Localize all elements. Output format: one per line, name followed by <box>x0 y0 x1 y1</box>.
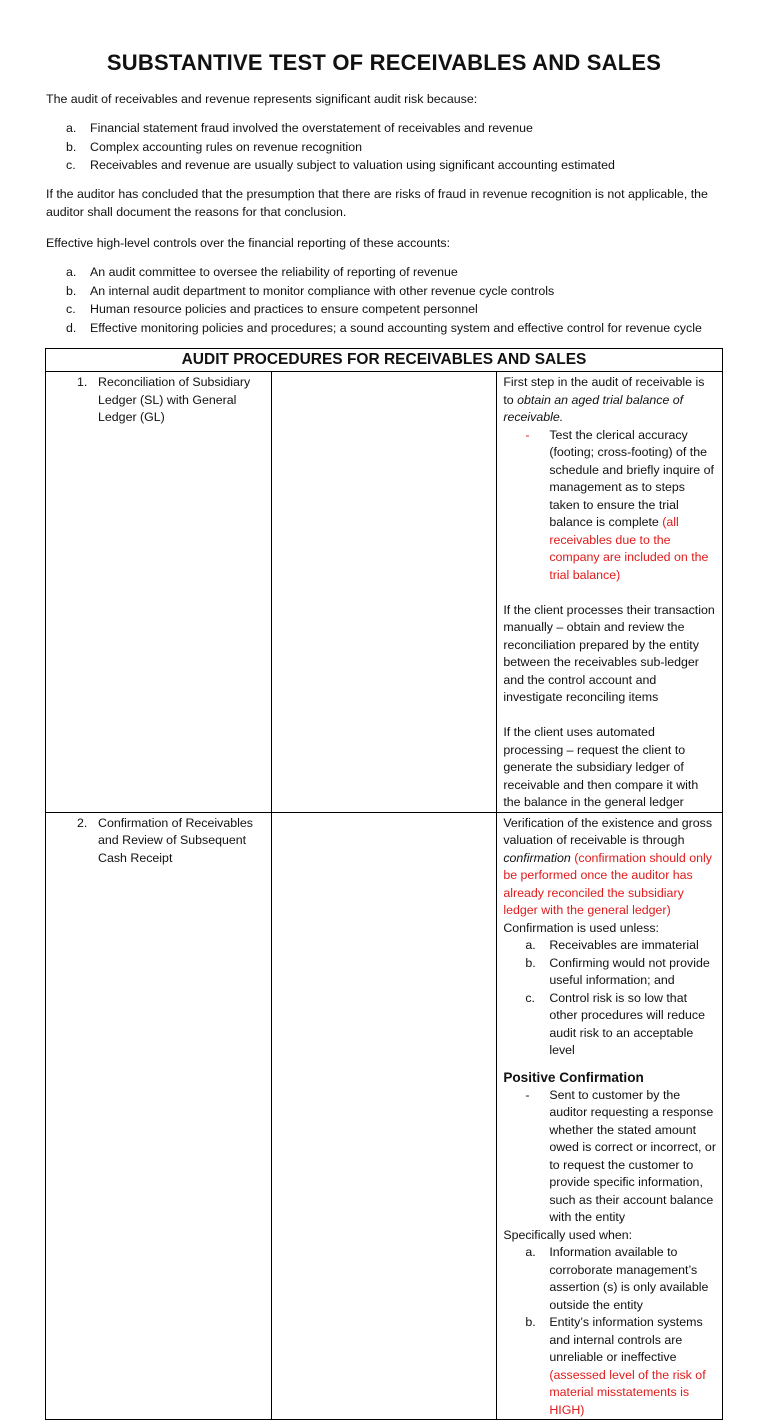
list-item: d. Effective monitoring policies and procedures; a sound accounting system and effective control for revenue cycle <box>66 321 702 336</box>
controls-intro: Effective high-level controls over the financial reporting of these accounts: <box>46 236 451 250</box>
list-item: c. Human resource policies and practices to ensure competent personnel <box>66 302 478 317</box>
controls-list <box>66 264 726 339</box>
list-item: b. An internal audit department to monitor compliance with other revenue cycle controls <box>66 283 555 298</box>
table-header: AUDIT PROCEDURES FOR RECEIVABLES AND SALES <box>46 349 723 372</box>
list-item: - Sent to customer by the auditor requesting a response whether the stated amount owed is correct or incorrect, or to request the customer to provide specific information, such as their account balance with the entity <box>525 1087 716 1224</box>
list-item: a. Financial statement fraud involved the overstatement of receivables and revenue <box>66 121 533 135</box>
presumption-text: If the auditor has concluded that the presumption that there are risks of fraud in revenue recognition is not applicable, the auditor shall document the reasons for that conclusion. <box>46 187 708 219</box>
list-item: c. Receivables and revenue are usually subject to valuation using significant accounting estimated <box>66 158 615 173</box>
procedure-label: Reconciliation of Subsidiary Ledger (SL) with General Ledger (GL) <box>98 375 251 424</box>
procedure-label-cell: 2. Confirmation of Receivables and Review of Subsequent Cash Receipt <box>46 812 272 1420</box>
spacer-cell <box>271 372 497 813</box>
unless-intro: Confirmation is used unless: <box>503 920 659 935</box>
automated-processing-text: If the client uses automated processing – request the client to generate the subsidiary ledger of receivable and then compare it with the balance in the general ledger <box>503 725 699 809</box>
table-row <box>46 372 723 813</box>
list-item: a. Information available to corroborate management’s assertion (s) is only available outside the entity <box>525 1245 709 1312</box>
list-item: a. An audit committee to oversee the reliability of reporting of revenue <box>66 265 458 279</box>
list-item: b. Complex accounting rules on revenue recognition <box>66 139 363 154</box>
intro-text: The audit of receivables and revenue represents significant audit risk because: <box>46 92 478 106</box>
procedure-label-cell: 1. Reconciliation of Subsidiary Ledger (SL) with General Ledger (GL) <box>46 372 272 813</box>
procedure-detail-cell <box>497 812 723 1420</box>
verification-text: Verification of the existence and gross valuation of receivable is through confirmation (confirmation should only be performed once the auditor has already reconciled the subsidiary ledger with the general ledger) <box>503 815 713 917</box>
spacer-cell <box>271 812 497 1420</box>
table-row <box>46 812 723 1420</box>
list-item: b. Confirming would not provide useful information; and <box>525 955 710 987</box>
procedure-detail-cell <box>497 372 723 813</box>
page-title: SUBSTANTIVE TEST OF RECEIVABLES AND SALES <box>106 50 662 75</box>
manual-processing-text: If the client processes their transaction manually – obtain and review the reconciliation prepared by the entity between the receivables sub-ledger and the control account and investigate reconciling items <box>503 602 715 704</box>
used-when-text: Specifically used when: <box>503 1227 633 1242</box>
procedure-label: Confirmation of Receivables and Review of Subsequent Cash Receipt <box>98 815 253 865</box>
list-item: a. Receivables are immaterial <box>525 938 699 952</box>
first-step-text: First step in the audit of receivable is to obtain an aged trial balance of receivable. <box>503 375 705 424</box>
list-item: c. Control risk is so low that other procedures will reduce audit risk to an acceptable level <box>525 990 705 1057</box>
risk-list <box>66 120 726 176</box>
audit-procedures-table <box>45 348 723 1420</box>
list-item: b. Entity’s information systems and internal controls are unreliable or ineffective (assessed level of the risk of material misstatements is HIGH) <box>525 1315 706 1417</box>
positive-confirmation-heading: Positive Confirmation <box>503 1069 644 1085</box>
list-item: - Test the clerical accuracy (footing; cross-footing) of the schedule and briefly inquire of management as to steps taken to ensure the trial balance is complete (all receivables due to the company are included on the trial balance) <box>525 427 714 582</box>
